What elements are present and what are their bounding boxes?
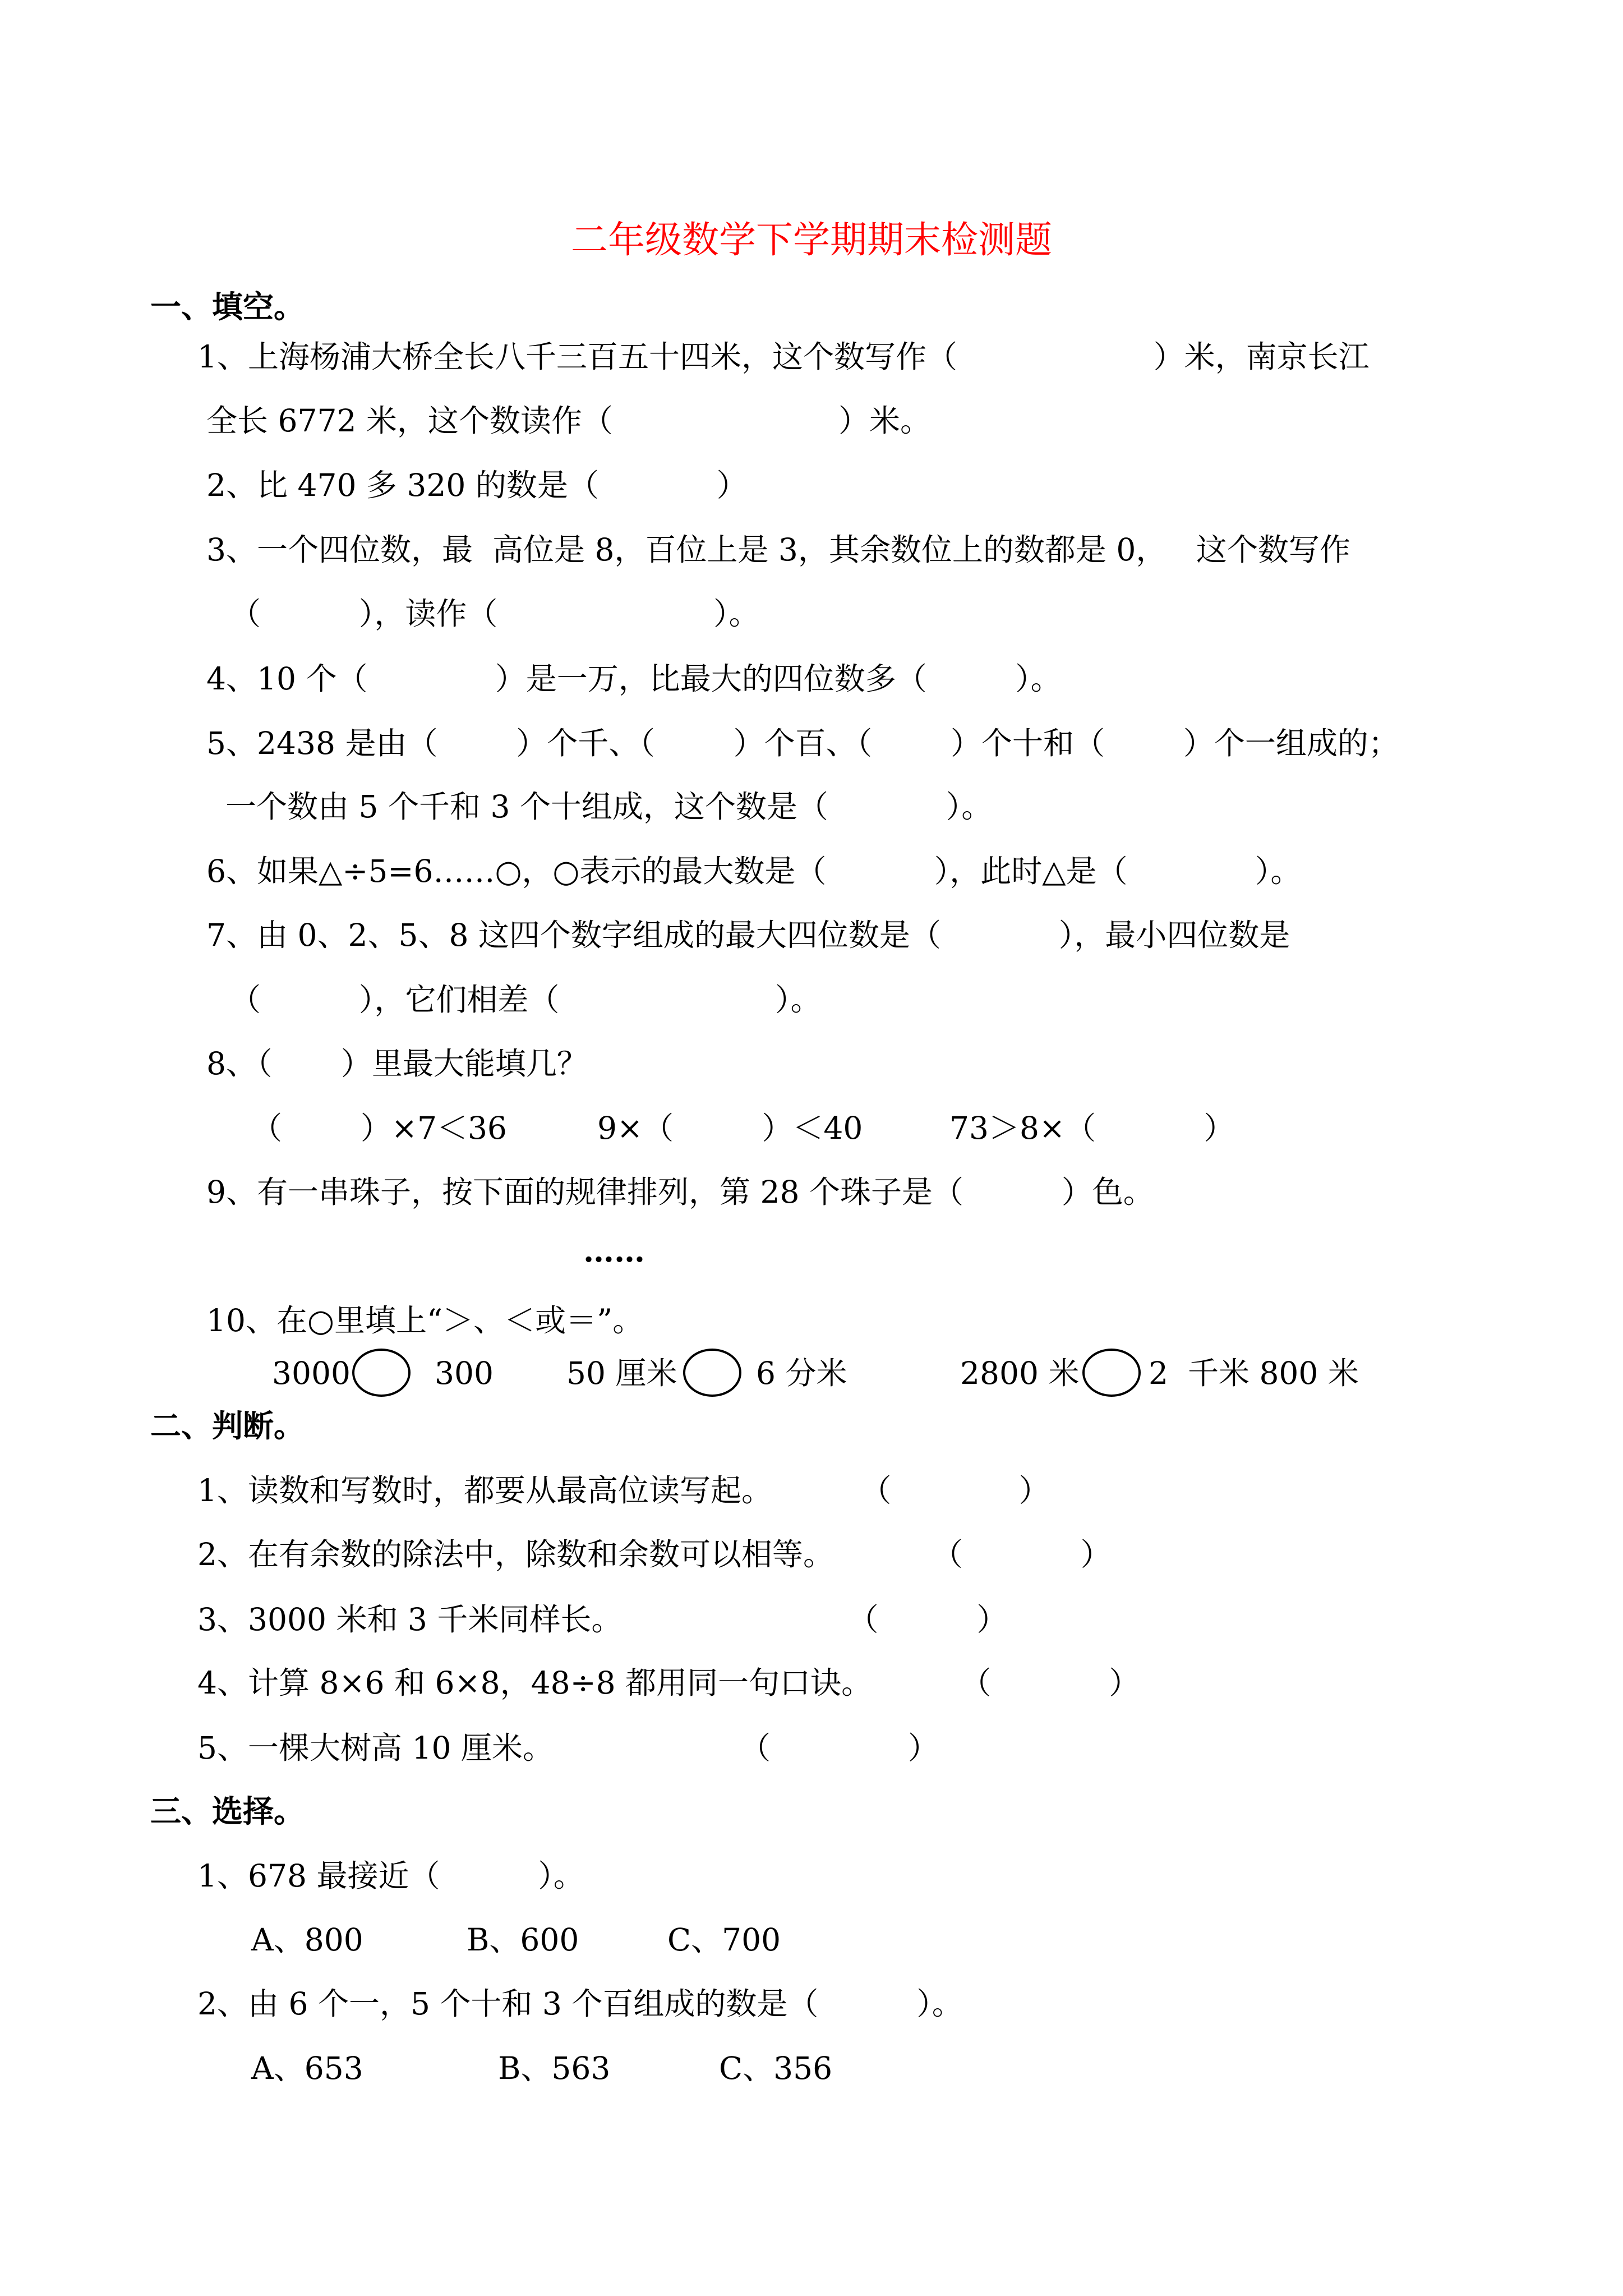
question-2: 2、比 470 多 320 的数是（ ）: [206, 467, 748, 503]
judge-item-2: 2、在有余数的除法中，除数和余数可以相等。 （ ）: [197, 1536, 1112, 1572]
section-heading-choice: 三、选择。: [150, 1793, 305, 1829]
question-3-line-1: 3、一个四位数，最 高位是 8，百位上是 3，其余数位上的数都是 0， 这个数写作: [206, 532, 1350, 568]
judge-item-1: 1、读数和写数时，都要从最高位读写起。 （ ）: [197, 1473, 1050, 1508]
question-8-item-2: 9×（ ）＜40: [597, 1110, 863, 1146]
compare-3-left: 2800 米: [960, 1355, 1080, 1391]
choice-1-option-c: C、700: [667, 1922, 781, 1958]
judge-item-3: 3、3000 米和 3 千米同样长。 （ ）: [197, 1602, 1008, 1637]
choice-2-option-c: C、356: [719, 2050, 833, 2086]
question-9: 9、有一串珠子，按下面的规律排列，第 28 个珠子是（ ）色。: [206, 1174, 1154, 1210]
compare-3-circle[interactable]: [1082, 1349, 1141, 1397]
question-6: 6、如果△÷5=6……○，○表示的最大数是（ ），此时△是（ ）。: [206, 853, 1302, 889]
question-8: 8、（ ）里最大能填几？: [206, 1046, 588, 1082]
question-5-line-1: 5、2438 是由（ ）个千、（ ）个百、（ ）个十和（ ）个一组成的；: [206, 725, 1399, 761]
choice-2-option-b: B、563: [498, 2050, 611, 2086]
question-4: 4、10 个（ ）是一万，比最大的四位数多（ ）。: [206, 661, 1062, 697]
choice-2-option-a: A、653: [251, 2050, 363, 2086]
choice-question-2: 2、由 6 个一，5 个十和 3 个百组成的数是（ ）。: [197, 1986, 963, 2022]
compare-1-circle[interactable]: [352, 1349, 411, 1397]
judge-item-5: 5、一棵大树高 10 厘米。 （ ）: [197, 1730, 939, 1766]
question-7-line-1: 7、由 0、2、5、8 这四个数字组成的最大四位数是（ ），最小四位数是: [206, 917, 1290, 953]
page-title: 二年级数学下学期期末检测题: [571, 218, 1052, 261]
compare-2-right: 6 分米: [756, 1355, 847, 1391]
compare-2-circle[interactable]: [683, 1349, 741, 1397]
compare-1-right: 300: [435, 1355, 494, 1391]
choice-1-option-a: A、800: [251, 1922, 363, 1958]
compare-2-left: 50 厘米: [566, 1355, 677, 1391]
choice-question-1: 1、678 最接近（ ）。: [197, 1858, 584, 1894]
question-8-item-1: （ ）×7＜36: [251, 1110, 507, 1146]
compare-3-right: 2 千米 800 米: [1149, 1355, 1359, 1391]
question-8-item-3: 73＞8×（ ）: [949, 1110, 1235, 1146]
bead-pattern-ellipsis: ……: [583, 1232, 645, 1269]
question-3-line-2: （ ），读作（ ）。: [230, 596, 760, 632]
judge-item-4: 4、计算 8×6 和 6×8，48÷8 都用同一句口诀。 （ ）: [197, 1665, 1140, 1701]
section-heading-fill-in: 一、填空。: [150, 288, 305, 325]
section-heading-true-false: 二、判断。: [150, 1407, 305, 1444]
question-5-line-2: 一个数由 5 个千和 3 个十组成，这个数是（ ）。: [225, 789, 993, 825]
question-10: 10、在○里填上“＞、＜或＝”。: [206, 1303, 644, 1338]
compare-1-left: 3000: [272, 1355, 351, 1391]
question-1-line-1: 1、上海杨浦大桥全长八千三百五十四米，这个数写作（ ）米，南京长江: [197, 339, 1370, 375]
question-7-line-2: （ ），它们相差（ ）。: [230, 982, 822, 1018]
choice-1-option-b: B、600: [467, 1922, 579, 1958]
question-1-line-2: 全长 6772 米，这个数读作（ ）米。: [206, 403, 932, 439]
